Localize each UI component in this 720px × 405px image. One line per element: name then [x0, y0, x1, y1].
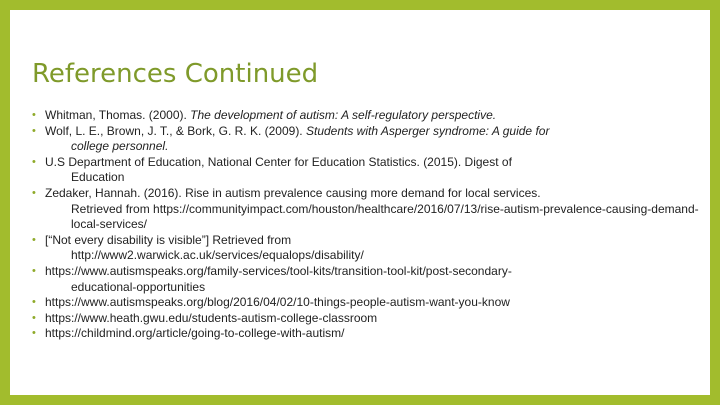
reference-item	[32, 233, 702, 264]
bullet-icon: •	[32, 327, 36, 340]
bullet-icon: •	[32, 124, 36, 137]
reference-text: Wolf, L. E., Brown, J. T., & Bork, G. R. K. (2009). Students with Asperger syndrome: A guide for	[45, 123, 550, 138]
reference-text: U.S Department of Education, National Center for Education Statistics. (2015). Digest of	[45, 154, 512, 169]
reference-list	[32, 108, 702, 342]
reference-text: Zedaker, Hannah. (2016). Rise in autism prevalence causing more demand for local services.	[45, 185, 541, 200]
slide	[10, 10, 710, 395]
bullet-icon: •	[32, 233, 36, 246]
bullet-icon: •	[32, 109, 36, 121]
bullet-icon: •	[32, 264, 36, 277]
reference-continuation: Education	[71, 170, 125, 185]
reference-item	[32, 186, 702, 233]
reference-continuation: college personnel.	[71, 139, 169, 154]
bullet-icon: •	[32, 311, 36, 324]
bullet-icon: •	[32, 296, 36, 309]
reference-text: https://childmind.org/article/going-to-college-with-autism/	[45, 326, 345, 341]
reference-item	[32, 108, 702, 124]
reference-continuation: http://www2.warwick.ac.uk/services/equalops/disability/	[71, 248, 364, 263]
reference-item	[32, 264, 702, 295]
reference-continuation: Retrieved from https://communityimpact.com/houston/healthcare/2016/07/13/rise-autism-prevalence-causing-demand-local-services/	[71, 201, 699, 232]
bullet-icon: •	[32, 186, 36, 199]
bullet-icon: •	[32, 155, 36, 168]
reference-item	[32, 311, 702, 327]
reference-text: https://www.heath.gwu.edu/students-autism-college-classroom	[45, 310, 378, 325]
reference-text: [“Not every disability is visible”] Retrieved from	[45, 232, 292, 247]
reference-item	[32, 295, 702, 311]
reference-text: Whitman, Thomas. (2000). The development of autism: A self-regulatory perspective.	[45, 108, 497, 122]
reference-continuation: educational-opportunities	[71, 279, 206, 294]
slide-title: References Continued	[32, 59, 319, 90]
reference-item	[32, 124, 702, 155]
reference-text: https://www.autismspeaks.org/blog/2016/04/02/10-things-people-autism-want-you-know	[45, 295, 510, 310]
reference-text: https://www.autismspeaks.org/family-services/tool-kits/transition-tool-kit/post-secondary-	[45, 263, 512, 278]
reference-item	[32, 326, 702, 342]
reference-item	[32, 155, 702, 186]
